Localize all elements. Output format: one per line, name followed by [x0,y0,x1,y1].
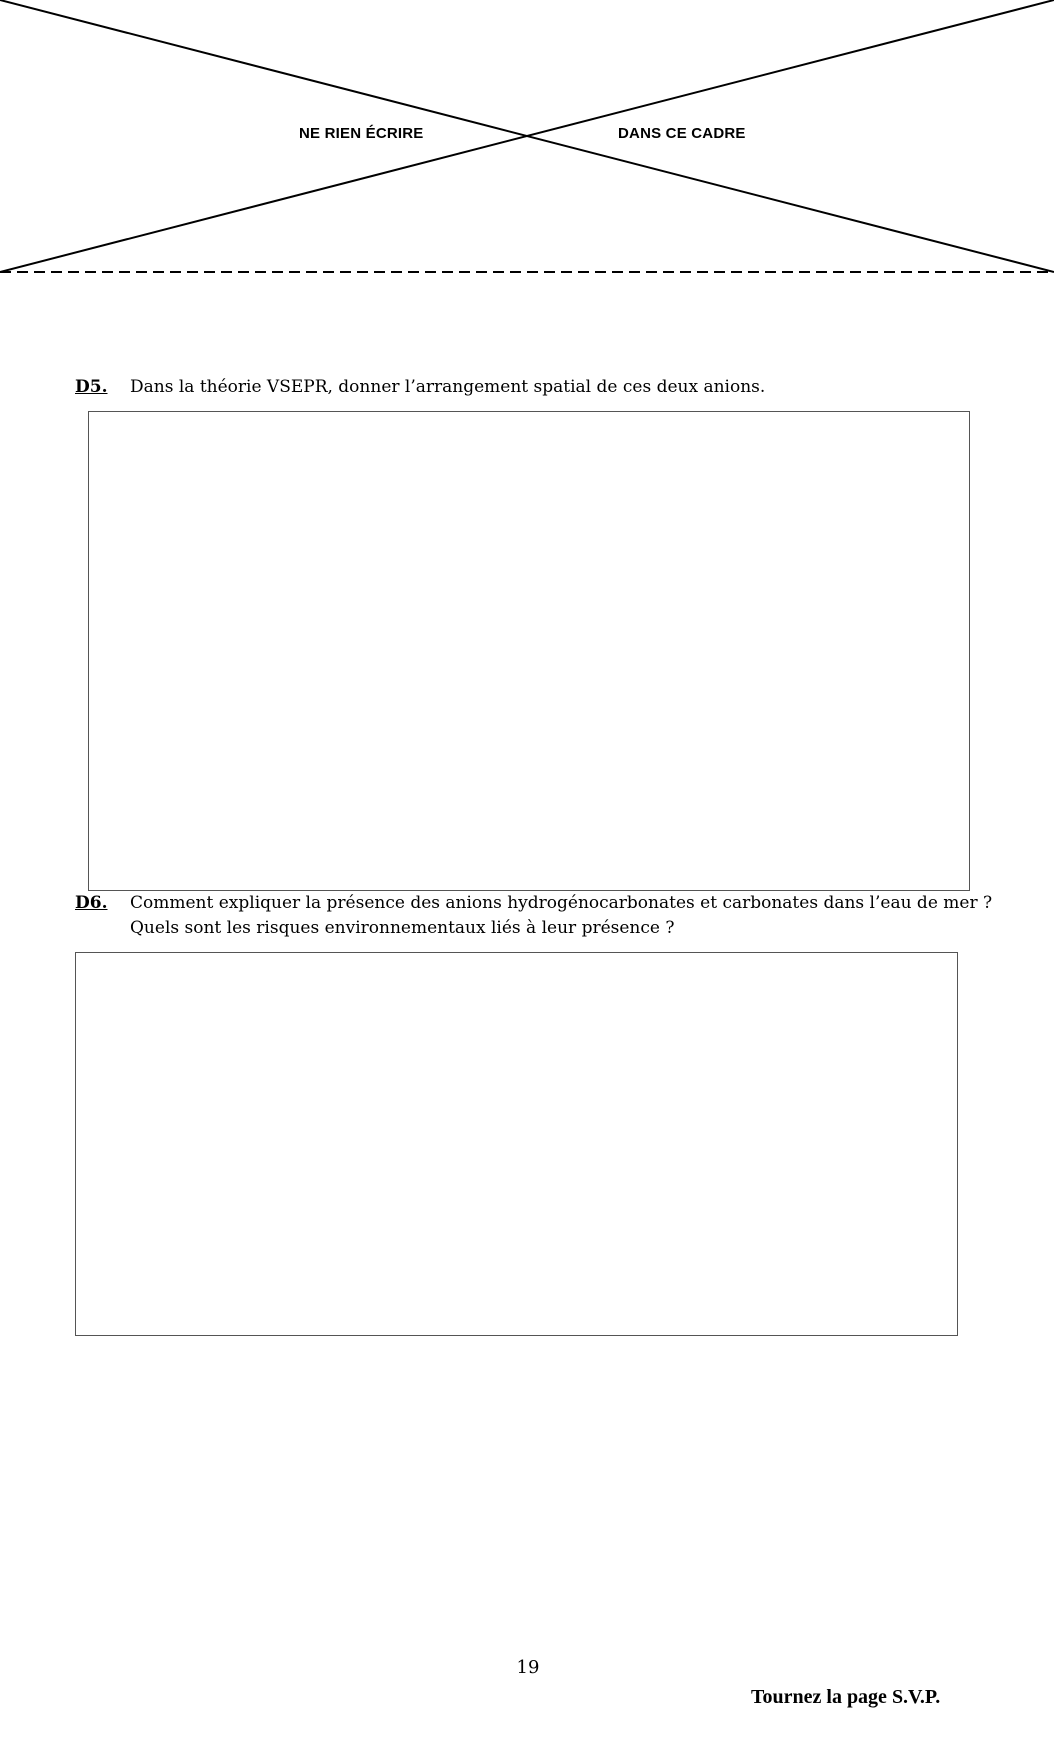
do-not-write-frame [0,0,1054,280]
answer-box-d6[interactable] [75,952,958,1336]
question-number: D5. [75,377,108,397]
question-d6 [75,891,995,943]
question-text: Dans la théorie VSEPR, donner l’arrangement spatial de ces deux anions. [130,377,766,397]
no-write-label-left: NE RIEN ÉCRIRE [299,125,424,142]
no-write-label-right: DANS CE CADRE [618,125,746,142]
question-text-line-1: Comment expliquer la présence des anions hydrogénocarbonates et carbonates dans l’eau de mer ? [130,893,993,913]
turn-page-notice: Tournez la page S.V.P. [751,1686,941,1708]
page-number: 19 [516,1657,540,1678]
question-number: D6. [75,893,108,913]
answer-box-d5[interactable] [88,411,970,891]
question-text-line-2: Quels sont les risques environnementaux liés à leur présence ? [130,918,675,938]
question-d5 [75,375,995,401]
